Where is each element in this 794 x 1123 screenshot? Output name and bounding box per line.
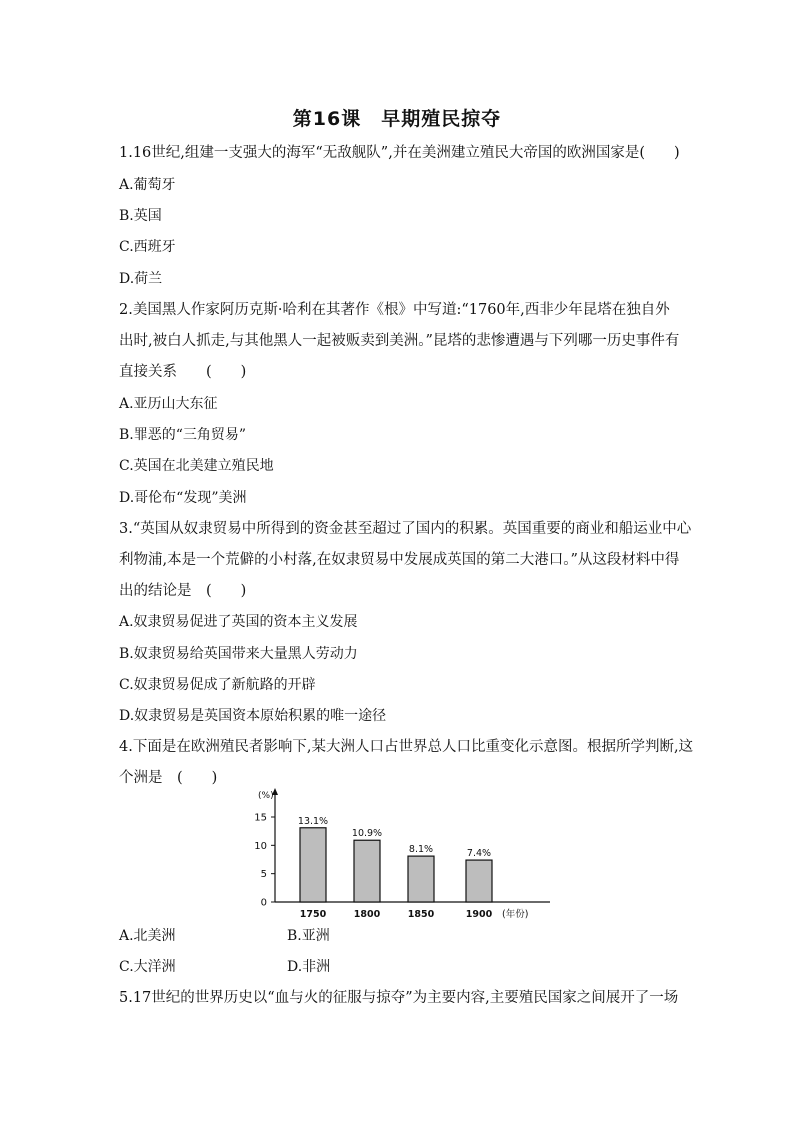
bar-1900 (466, 860, 492, 902)
data-label-1800: 10.9% (351, 828, 383, 840)
bar-1850 (408, 856, 434, 902)
bar-1800 (354, 840, 380, 902)
data-label-1900: 7.4% (466, 848, 492, 860)
x-tick-label-1750: 1750 (299, 909, 327, 920)
page-title: 第16课 早期殖民掠夺 (292, 108, 502, 130)
q3-stem-line-3: 出的结论是 ( ) (119, 583, 247, 599)
q4-stem-line-2: 个洲是 ( ) (119, 770, 218, 786)
q4-option-c[interactable]: C.大洋洲 (119, 959, 176, 975)
q2-stem-line-3: 直接关系 ( ) (119, 364, 247, 380)
q4-option-a[interactable]: A.北美洲 (119, 928, 176, 944)
q4-stem-line-1: 4.下面是在欧洲殖民者影响下,某大洲人口占世界总人口比重变化示意图。根据所学判断,这 (119, 739, 694, 755)
y-tick-label-15: 15 (254, 812, 267, 824)
q3-option-c[interactable]: C.奴隶贸易促成了新航路的开辟 (119, 677, 316, 693)
x-tick-label-1850: 1850 (407, 909, 435, 920)
q1-option-a[interactable]: A.葡萄牙 (119, 177, 176, 193)
q2-option-c[interactable]: C.英国在北美建立殖民地 (119, 458, 274, 474)
q3-stem-line-1: 3.“英国从奴隶贸易中所得到的资金甚至超过了国内的积累。英国重要的商业和船运业中心 (119, 521, 692, 537)
q2-option-d[interactable]: D.哥伦布“发现”美洲 (119, 490, 247, 506)
q3-option-a[interactable]: A.奴隶贸易促进了英国的资本主义发展 (119, 614, 358, 630)
q2-stem-line-2: 出时,被白人抓走,与其他黑人一起被贩卖到美洲。”昆塔的悲惨遭遇与下列哪一历史事件有 (119, 333, 680, 349)
q2-stem-line-1: 2.美国黑人作家阿历克斯·哈利在其著作《根》中写道:“1760年,西非少年昆塔在独自外 (119, 302, 670, 318)
q5-stem-line-1: 5.17世纪的世界历史以“血与火的征服与掠夺”为主要内容,主要殖民国家之间展开了一场 (119, 990, 679, 1006)
q2-option-b[interactable]: B.罪恶的“三角贸易” (119, 427, 247, 443)
bar-1750 (300, 828, 326, 902)
x-tick-label-1900: 1900 (465, 909, 493, 920)
x-axis-label: (年份) (502, 909, 529, 920)
y-tick-label-5: 5 (260, 869, 267, 881)
x-tick-label-1800: 1800 (353, 909, 381, 920)
data-label-1850: 8.1% (408, 844, 434, 856)
q3-option-d[interactable]: D.奴隶贸易是英国资本原始积累的唯一途径 (119, 708, 387, 724)
population-share-bar-chart (240, 786, 550, 921)
y-axis-label: (%) (258, 791, 274, 801)
q3-option-b[interactable]: B.奴隶贸易给英国带来大量黑人劳动力 (119, 646, 358, 662)
q4-option-d[interactable]: D.非洲 (287, 959, 331, 975)
q1-option-c[interactable]: C.西班牙 (119, 239, 176, 255)
data-label-1750: 13.1% (297, 815, 329, 827)
q1-option-b[interactable]: B.英国 (119, 208, 162, 224)
q1-stem: 1.16世纪,组建一支强大的海军“无敌舰队”,并在美洲建立殖民大帝国的欧洲国家是( ) (119, 145, 680, 161)
q2-option-a[interactable]: A.亚历山大东征 (119, 396, 218, 412)
q1-option-d[interactable]: D.荷兰 (119, 271, 163, 287)
q3-stem-line-2: 利物浦,本是一个荒僻的小村落,在奴隶贸易中发展成英国的第二大港口。”从这段材料中得 (119, 552, 680, 568)
y-tick-label-10: 10 (254, 840, 267, 852)
q4-option-b[interactable]: B.亚洲 (287, 928, 330, 944)
y-tick-label-0: 0 (260, 897, 267, 909)
